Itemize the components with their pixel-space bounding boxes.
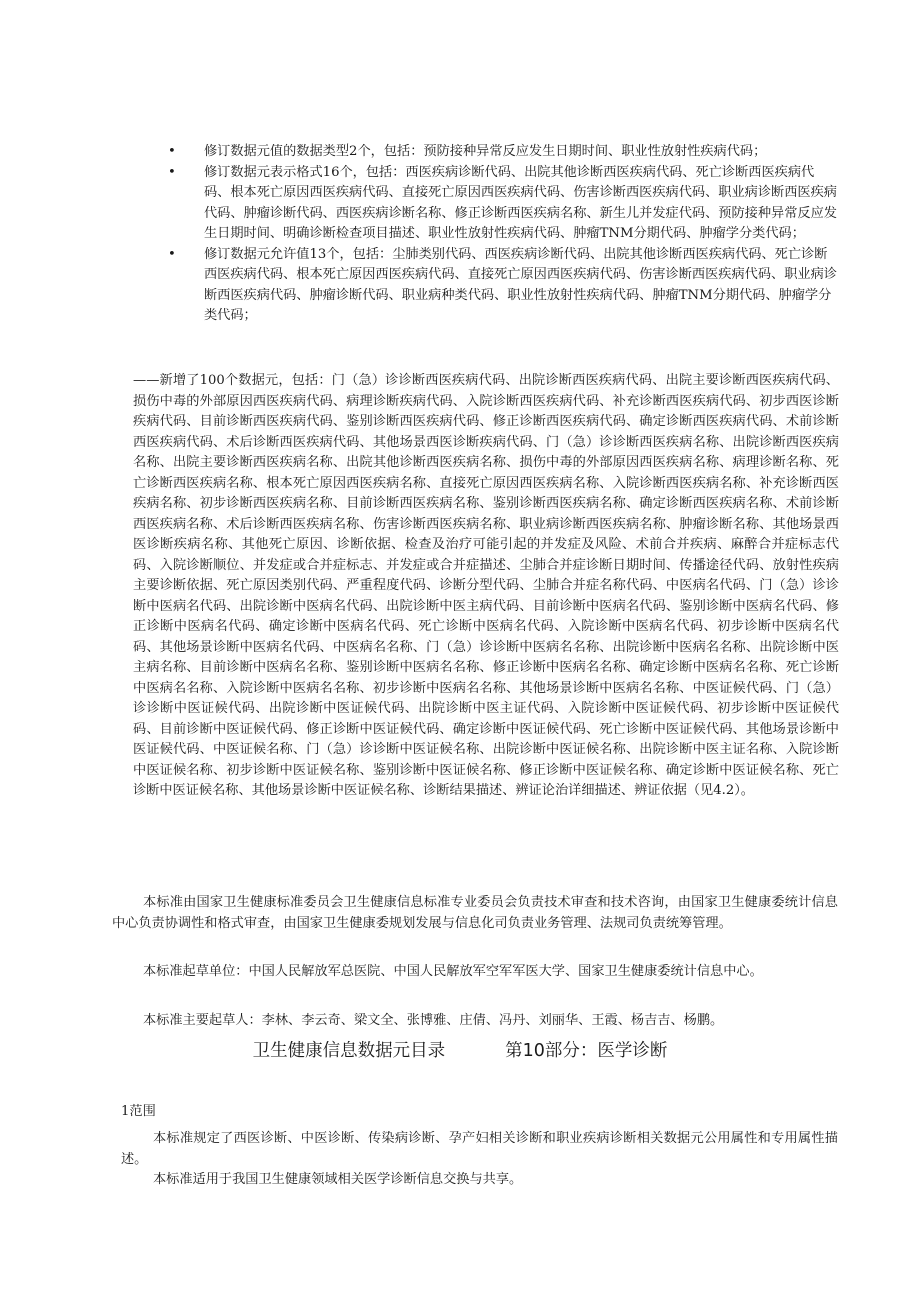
title-part: 第10部分：医学诊断: [505, 1041, 668, 1061]
bullet-text: 修订数据元允许值13个，包括：尘肺类别代码、西医疾病诊断代码、出院其他诊断西医疾病代码、死亡诊断西医疾病代码、根本死亡原因西医疾病代码、直接死亡原因西医疾病代码、伤害诊断西医疾病代码、职业病诊断西医疾病代码、肿瘤诊断代码、职业病种类代码、职业性放射性疾病代码、肿瘤TNM分期代码、肿瘤学分类代码；: [204, 246, 837, 323]
bullet-item-datatype: [168, 142, 838, 163]
bullet-item-format: [168, 163, 838, 245]
bullet-marker: •: [168, 246, 176, 262]
bullet-text: 修订数据元表示格式16个，包括：西医疾病诊断代码、出院其他诊断西医疾病代码、死亡诊断西医疾病代码、根本死亡原因西医疾病代码、直接死亡原因西医疾病代码、伤害诊断西医疾病代码、职业病诊断西医疾病代码、肿瘤诊断代码、西医疾病诊断名称、修正诊断西医疾病名称、新生儿并发症代码、预防接种异常反应发生日期时间、明确诊断检查项目描述、职业性放射性疾病代码、肿瘤TNM分期代码、肿瘤学分类代码；: [204, 164, 837, 241]
bullet-marker: •: [168, 144, 176, 159]
applicability-paragraph: 本标准适用于我国卫生健康领域相关医学诊断信息交换与共享。: [153, 1172, 523, 1187]
responsibility-paragraph: 本标准由国家卫生健康标准委员会卫生健康信息标准专业委员会负责技术审查和技术咨询，由国家卫生健康委统计信息中心负责协调性和格式审查，由国家卫生健康委规划发展与信息化司负责业务管理、法规司负责统筹管理。: [112, 895, 838, 931]
document-title: [0, 1038, 920, 1064]
bullet-marker: •: [168, 164, 176, 180]
bullet-item-allowed-values: [168, 245, 838, 327]
title-main: 卫生健康信息数据元目录: [252, 1041, 446, 1061]
drafters-paragraph: 本标准主要起草人：李林、李云奇、梁文全、张博雅、庄倩、冯丹、刘丽华、王霞、杨吉吉、杨鹏。: [143, 1013, 724, 1028]
section-heading-scope: 1范围: [121, 1104, 156, 1119]
revision-bullet-list: [168, 142, 838, 327]
scope-paragraph: 本标准规定了西医诊断、中医诊断、传染病诊断、孕产妇相关诊断和职业疾病诊断相关数据元公用属性和专用属性描述。: [121, 1131, 838, 1167]
drafting-units-paragraph: 本标准起草单位：中国人民解放军总医院、中国人民解放军空军军医大学、国家卫生健康委统计信息中心。: [143, 964, 763, 979]
new-data-elements-paragraph: ——新增了100个数据元，包括：门（急）诊诊断西医疾病代码、出院诊断西医疾病代码、出院主要诊断西医疾病代码、损伤中毒的外部原因西医疾病代码、病理诊断疾病代码、入院诊断西医疾病代码、补充诊断西医疾病代码、初步西医诊断疾病代码、目前诊断西医疾病代码、鉴别诊断西医疾病代码、修正诊断西医疾病代码、确定诊断西医疾病代码、术前诊断西医疾病代码、术后诊断西医疾病代码、其他场景西医诊断疾病代码、门（急）诊诊断西医疾病名称、出院诊断西医疾病名称、出院主要诊断西医疾病名称、出院其他诊断西医疾病名称、损伤中毒的外部原因西医疾病名称、病理诊断名称、死亡诊断西医疾病名称、根本死亡原因西医疾病名称、直接死亡原因西医疾病名称、入院诊断西医疾病名称、补充诊断西医疾病名称、初步诊断西医疾病名称、目前诊断西医疾病名称、鉴别诊断西医疾病名称、确定诊断西医疾病名称、术前诊断西医疾病名称、术后诊断西医疾病名称、伤害诊断西医疾病名称、职业病诊断西医疾病名称、肿瘤诊断名称、其他场景西医诊断疾病名称、其他死亡原因、诊断依据、检查及治疗可能引起的并发症及风险、术前合并疾病、麻醉合并症标志代码、入院诊断顺位、并发症或合并症标志、并发症或合并症描述、尘肺合并症诊断日期时间、传播途径代码、放射性疾病主要诊断依据、死亡原因类别代码、严重程度代码、诊断分型代码、尘肺合并症名称代码、中医病名代码、门（急）诊诊断中医病名代码、出院诊断中医病名代码、出院诊断中医主病代码、目前诊断中医病名代码、鉴别诊断中医病名代码、修正诊断中医病名代码、确定诊断中医病名代码、死亡诊断中医病名代码、入院诊断中医病名代码、初步诊断中医病名代码、其他场景诊断中医病名代码、中医病名名称、门（急）诊诊断中医病名名称、出院诊断中医病名名称、出院诊断中医主病名称、目前诊断中医病名名称、鉴别诊断中医病名名称、修正诊断中医病名名称、确定诊断中医病名名称、死亡诊断中医病名名称、入院诊断中医病名名称、初步诊断中医病名名称、其他场景诊断中医病名名称、中医证候代码、门（急）诊诊断中医证候代码、出院诊断中医证候代码、出院诊断中医主证代码、入院诊断中医证候代码、初步诊断中医证候代码、目前诊断中医证候代码、修正诊断中医证候代码、确定诊断中医证候代码、死亡诊断中医证候代码、其他场景诊断中医证候代码、中医证候名称、门（急）诊诊断中医证候名称、出院诊断中医证候名称、出院诊断中医主证名称、入院诊断中医证候名称、初步诊断中医证候名称、鉴别诊断中医证候名称、修正诊断中医证候名称、确定诊断中医证候名称、死亡诊断中医证候名称、其他场景诊断中医证候名称、诊断结果描述、辨证论治详细描述、辨证依据（见4.2）。: [133, 373, 839, 798]
bullet-text: 修订数据元值的数据类型2个，包括：预防接种异常反应发生日期时间、职业性放射性疾病代码；: [204, 144, 767, 159]
